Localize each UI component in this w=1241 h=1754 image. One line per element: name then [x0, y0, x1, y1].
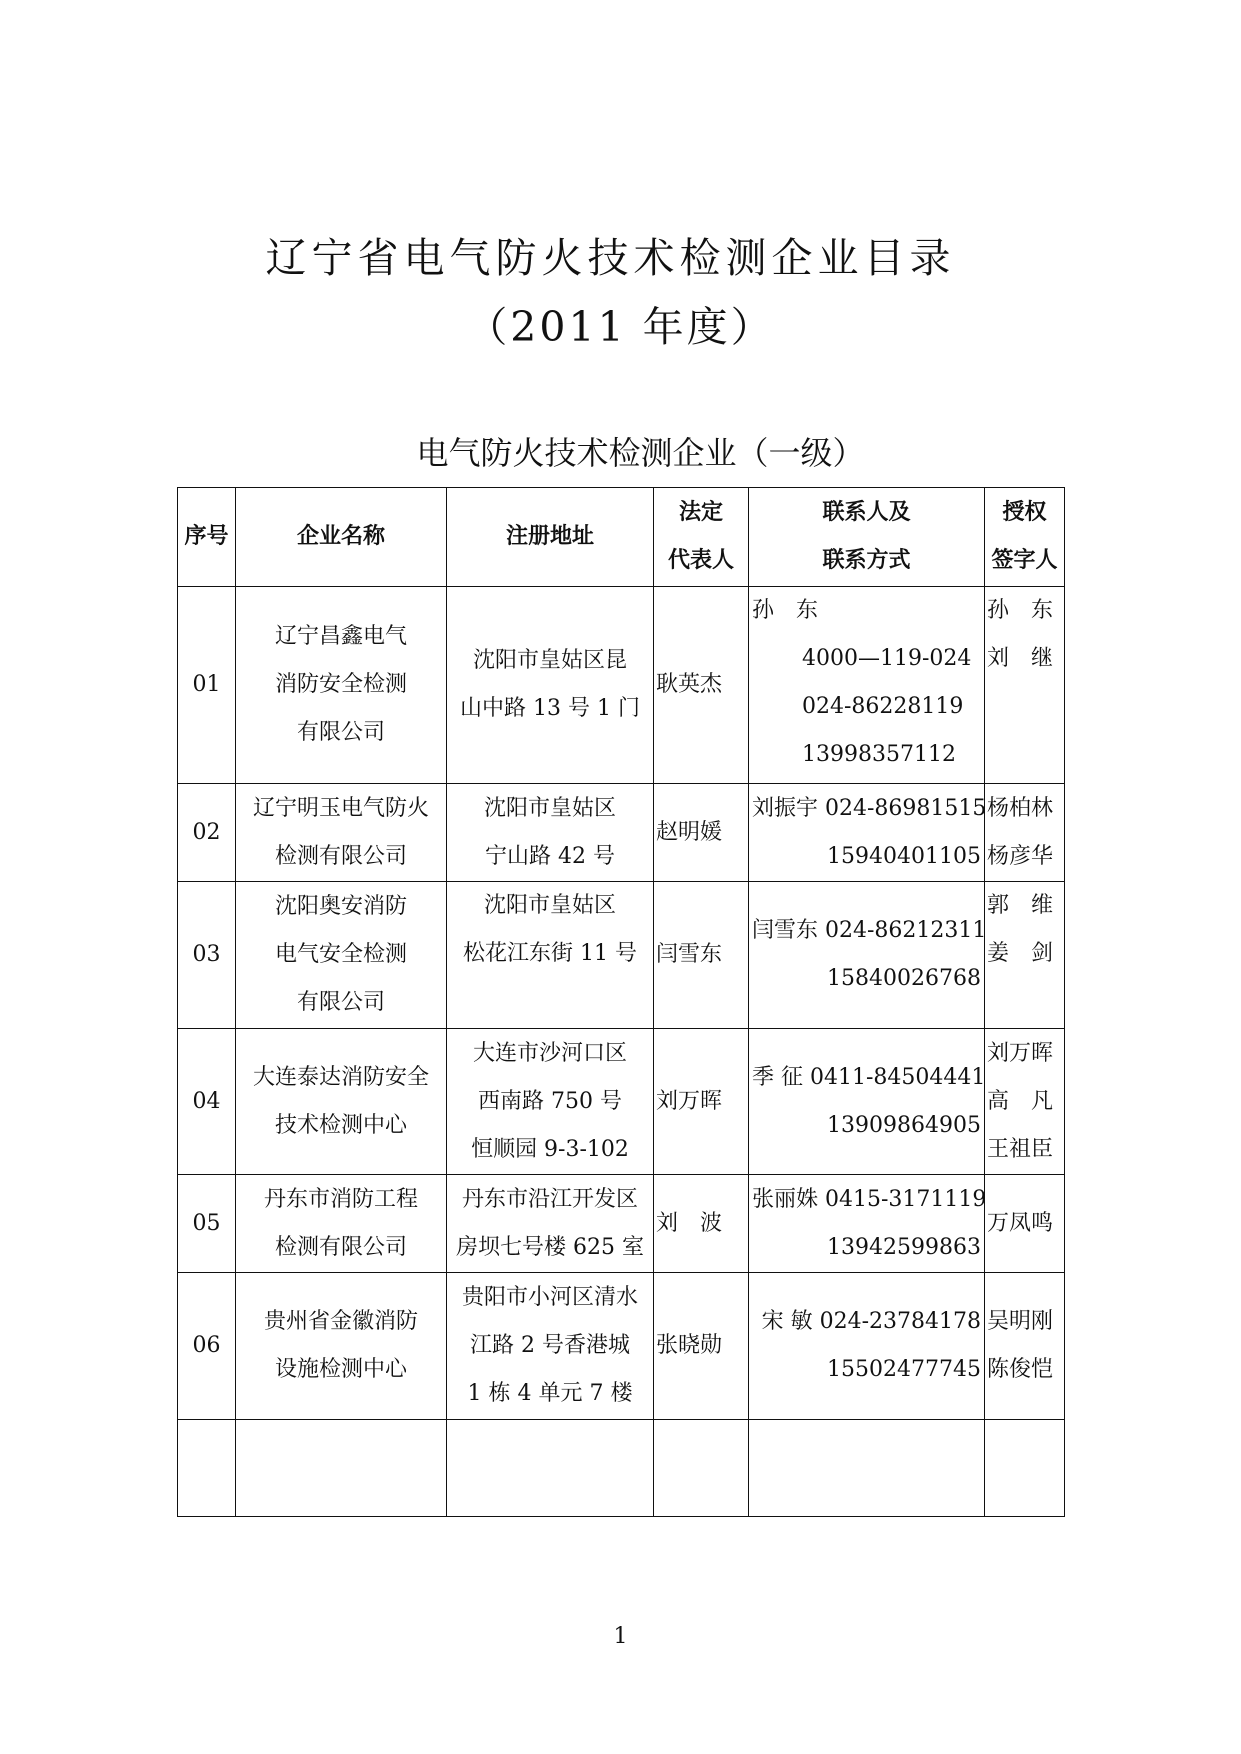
signer-line: 姜 剑 — [987, 941, 1054, 966]
table-row — [178, 1175, 1065, 1273]
signer-line: 孙 东 — [987, 598, 1054, 623]
address-line: 宁山路 42 号 — [485, 843, 615, 869]
address-line: 西南路 750 号 — [478, 1088, 622, 1114]
name-line: 设施检测中心 — [274, 1357, 407, 1382]
name-line: 检测有限公司 — [274, 843, 407, 869]
header-signer-line2: 签字人 — [991, 548, 1058, 573]
name-line: 沈阳奥安消防 — [274, 894, 407, 919]
header-rep-line1: 法定 — [678, 500, 723, 525]
name-line: 消防安全检测 — [274, 672, 407, 697]
cell-rep: 赵明媛 — [654, 784, 749, 882]
empty-cell — [654, 1420, 749, 1517]
address-line: 丹东市沿江开发区 — [461, 1186, 638, 1212]
cell-contact — [749, 587, 985, 784]
address-line: 山中路 13 号 1 门 — [460, 696, 640, 721]
name-line: 丹东市消防工程 — [263, 1186, 418, 1212]
empty-cell — [985, 1420, 1065, 1517]
header-signer — [985, 488, 1065, 587]
address-line: 沈阳市皇姑区 — [483, 795, 616, 821]
contact-line: 闫雪东 024-86212311 — [752, 918, 987, 943]
signer-line: 陈俊恺 — [987, 1357, 1054, 1382]
cell-address — [447, 1175, 654, 1273]
signer-line: 杨柏林 — [987, 795, 1054, 821]
empty-table-row — [178, 1420, 1065, 1517]
header-address: 注册地址 — [447, 488, 654, 587]
header-contact — [749, 488, 985, 587]
cell-signers — [985, 587, 1065, 784]
cell-seq: 05 — [178, 1175, 236, 1273]
cell-rep: 耿英杰 — [654, 587, 749, 784]
enterprise-directory-table — [177, 487, 1065, 1517]
contact-line: 季 征 0411-84504441 — [752, 1064, 986, 1090]
document-title-line1: 辽宁省电气防火技术检测企业目录 — [265, 234, 956, 282]
header-signer-line1: 授权 — [1002, 500, 1047, 525]
address-line: 房坝七号楼 625 室 — [456, 1234, 644, 1260]
cell-rep: 刘万晖 — [654, 1029, 749, 1175]
cell-signers — [985, 1273, 1065, 1420]
name-line: 辽宁昌鑫电气 — [274, 624, 407, 649]
address-line: 1 栋 4 单元 7 楼 — [467, 1381, 633, 1406]
cell-name — [236, 587, 447, 784]
header-contact-line1: 联系人及 — [822, 500, 911, 525]
signer-line: 郭 维 — [987, 893, 1054, 918]
section-title: 电气防火技术检测企业（一级） — [416, 434, 865, 472]
name-line: 辽宁明玉电气防火 — [252, 795, 429, 821]
name-line: 技术检测中心 — [274, 1112, 407, 1138]
cell-contact — [749, 1273, 985, 1420]
address-line: 沈阳市皇姑区昆 — [472, 648, 627, 673]
cell-contact — [749, 882, 985, 1029]
cell-seq: 03 — [178, 882, 236, 1029]
signer-line: 万凤鸣 — [987, 1210, 1054, 1236]
contact-line: 024-86228119 — [802, 694, 964, 719]
empty-cell — [749, 1420, 985, 1517]
cell-address — [447, 784, 654, 882]
name-line: 大连泰达消防安全 — [252, 1064, 429, 1090]
table-row — [178, 587, 1065, 784]
signer-line: 杨彦华 — [987, 843, 1054, 869]
header-rep-line2: 代表人 — [667, 548, 734, 573]
cell-name — [236, 1175, 447, 1273]
name-line: 检测有限公司 — [274, 1234, 407, 1260]
contact-line: 15940401105 — [827, 843, 981, 869]
header-seq: 序号 — [178, 488, 236, 587]
cell-address — [447, 1029, 654, 1175]
signer-line: 高 凡 — [987, 1088, 1054, 1114]
address-line: 松花江东街 11 号 — [463, 941, 637, 966]
contact-line: 4000—119-024 — [802, 646, 972, 671]
name-line: 电气安全检测 — [274, 942, 407, 967]
cell-rep: 张晓勋 — [654, 1273, 749, 1420]
header-contact-line2: 联系方式 — [822, 548, 911, 573]
header-rep — [654, 488, 749, 587]
cell-rep: 刘 波 — [654, 1175, 749, 1273]
cell-contact — [749, 1029, 985, 1175]
address-line: 大连市沙河口区 — [472, 1040, 627, 1066]
cell-signers — [985, 882, 1065, 1029]
cell-name — [236, 882, 447, 1029]
empty-cell — [178, 1420, 236, 1517]
contact-line: 15502477745 — [827, 1357, 981, 1382]
address-line: 沈阳市皇姑区 — [483, 893, 616, 918]
table-header-row — [178, 488, 1065, 587]
cell-seq: 06 — [178, 1273, 236, 1420]
contact-line: 15840026768 — [827, 966, 981, 991]
name-line: 有限公司 — [296, 720, 385, 745]
empty-cell — [447, 1420, 654, 1517]
cell-signers — [985, 784, 1065, 882]
signer-line: 吴明刚 — [987, 1309, 1054, 1334]
table-row — [178, 882, 1065, 1029]
contact-line: 刘振宇 024-86981515 — [752, 795, 987, 821]
name-line: 贵州省金徽消防 — [263, 1309, 418, 1334]
cell-name — [236, 1273, 447, 1420]
table-row — [178, 784, 1065, 882]
signer-line: 刘 继 — [987, 646, 1054, 671]
cell-address — [447, 1273, 654, 1420]
cell-seq: 04 — [178, 1029, 236, 1175]
name-line: 有限公司 — [296, 990, 385, 1015]
cell-name — [236, 1029, 447, 1175]
cell-address — [447, 587, 654, 784]
cell-contact — [749, 1175, 985, 1273]
table-row — [178, 1273, 1065, 1420]
cell-contact — [749, 784, 985, 882]
empty-cell — [236, 1420, 447, 1517]
cell-seq: 01 — [178, 587, 236, 784]
contact-line: 孙 东 — [752, 598, 819, 623]
cell-rep: 闫雪东 — [654, 882, 749, 1029]
contact-line: 张丽姝 0415-3171119 — [752, 1186, 987, 1212]
page-number: 1 — [613, 1624, 628, 1649]
cell-address — [447, 882, 654, 1029]
signer-line: 刘万晖 — [987, 1040, 1054, 1066]
cell-seq: 02 — [178, 784, 236, 882]
address-line: 贵阳市小河区清水 — [461, 1285, 638, 1310]
document-title-line2: （2011 年度） — [466, 303, 775, 351]
contact-line: 13942599863 — [827, 1234, 981, 1260]
table-row — [178, 1029, 1065, 1175]
contact-line: 13998357112 — [802, 742, 956, 767]
cell-signers — [985, 1175, 1065, 1273]
cell-name — [236, 784, 447, 882]
address-line: 恒顺园 9-3-102 — [471, 1136, 629, 1162]
contact-line: 13909864905 — [827, 1112, 981, 1138]
address-line: 江路 2 号香港城 — [470, 1333, 630, 1358]
cell-signers — [985, 1029, 1065, 1175]
header-name: 企业名称 — [236, 488, 447, 587]
contact-line: 宋 敏 024-23784178 — [761, 1309, 981, 1334]
signer-line: 王祖臣 — [987, 1136, 1054, 1162]
